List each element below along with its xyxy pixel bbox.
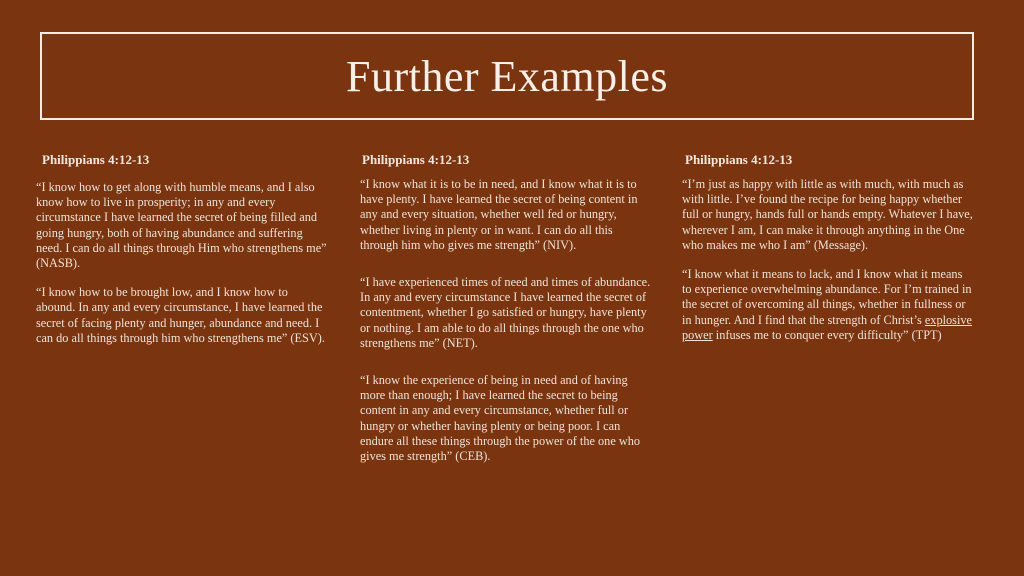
verse-tpt-text-start: “I know what it means to lack, and I know what it means to experience overwhelming abundance. For I’m trained in the secret of overcoming all things, whether in fullness or in hunger. And I find that the strength of Christ’s [682,267,972,327]
slide-title: Further Examples [345,51,669,101]
verse-message: “I’m just as happy with little as with much, with much as with little. I’ve found the recipe for being happy whether full or hungry, hands full or hands empty. Whatever I have, wherever I am, I can make it through anything in the One who makes me who I am” (Message). [682,177,973,252]
column-nasb-esv [36,152,328,360]
verse-tpt-text-end: infuses me to conquer every difficulty” (TPT) [712,327,942,342]
title-frame [40,32,974,120]
verse-nasb: “I know how to get along with humble means, and I also know how to live in prosperity; in any and every circumstance I have learned the secret of being filled and going hungry, both of having abundance and suffering need. I can do all things through Him who strengthens me” (NASB). [36,180,327,271]
column-heading: Philippians 4:12-13 [362,152,470,167]
column-heading: Philippians 4:12-13 [685,152,793,167]
verse-tpt [682,267,974,343]
verse-esv: “I know how to be brought low, and I know how to abound. In any and every circumstance, I have learned the secret of facing plenty and hunger, abundance and need. I can do all things through him who strengthens me” (ESV). [36,285,325,345]
column-message-tpt [682,152,974,357]
column-niv-net-ceb [360,152,652,486]
verse-niv: “I know what it is to be in need, and I know what it is to have plenty. I have learned the secret of being content in any and every situation, whether well fed or hungry, whether living in plenty or in want. I can do all this through him who gives me strength” (NIV). [360,177,638,252]
verse-net: “I have experienced times of need and times of abundance. In any and every circumstance I have learned the secret of contentment, whether I go satisfied or hungry, have plenty or nothing. I am able to do all things through the one who strengthens me” (NET). [360,275,651,350]
column-heading: Philippians 4:12-13 [42,152,150,167]
verse-tpt-underlined-phrase: explosive power [682,312,972,342]
verse-ceb: “I know the experience of being in need and of having more than enough; I have learned the secret to being content in any and every circumstance, whether full or hungry or whether having plenty or being poor. I can endure all these things through the power of the one who gives me strength” (CEB). [360,373,641,464]
